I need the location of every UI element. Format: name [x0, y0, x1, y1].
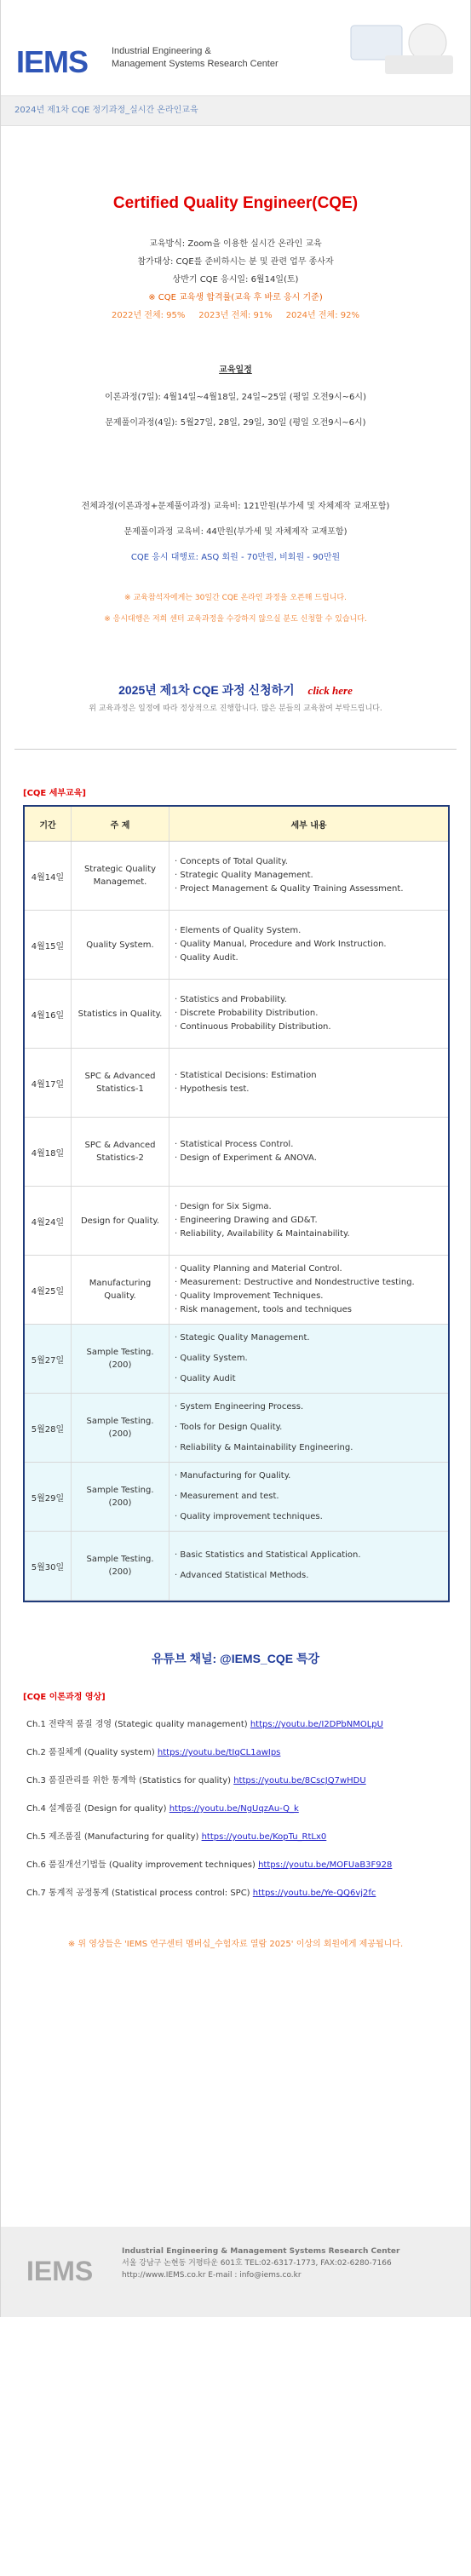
- row-details: [169, 1256, 449, 1325]
- detail-item: · Design of Experiment & ANOVA.: [175, 1153, 317, 1163]
- header-details: 세부 내용: [169, 807, 449, 842]
- table-row: [25, 1187, 448, 1256]
- row-details: [169, 911, 449, 980]
- table-row: [25, 1118, 448, 1187]
- fee-full: 전체과정(이론과정+문제풀이과정) 교육비: 121만원(부가세 및 자체제작 교재포함): [81, 502, 390, 511]
- row-details: [169, 842, 449, 911]
- table-body: [25, 842, 448, 1601]
- fee-notes: [1, 588, 470, 630]
- detail-item: · Tools for Design Quality.: [175, 1423, 283, 1432]
- video-label: Ch.4 설계품질 (Design for quality): [26, 1804, 167, 1814]
- detail-item: · Elements of Quality System.: [175, 926, 302, 935]
- intro-method: 교육방식: Zoom을 이용한 실시간 온라인 교육: [149, 239, 322, 249]
- intro-target: 참가대상: CQE를 준비하시는 분 및 관련 업무 종사자: [137, 257, 334, 267]
- fee-block: [1, 494, 470, 571]
- row-subject: Statistics in Quality.: [72, 980, 169, 1049]
- row-subject: Sample Testing. (200): [72, 1325, 169, 1394]
- row-details: [169, 980, 449, 1049]
- click-here-link[interactable]: click here: [307, 684, 353, 697]
- video-link[interactable]: https://youtu.be/I2DPbNMOLpU: [250, 1720, 383, 1729]
- row-subject: Design for Quality.: [72, 1187, 169, 1256]
- detail-item: · Quality Audit.: [175, 953, 238, 963]
- video-link[interactable]: https://youtu.be/8CscJQ7wHDU: [233, 1776, 366, 1785]
- row-details: [169, 1463, 449, 1532]
- youtube-channel-title: 유튜브 채널: @IEMS_CQE 특강: [151, 1652, 319, 1665]
- detail-item: · Quality Manual, Procedure and Work Instruction.: [175, 940, 387, 949]
- video-item: [26, 1851, 470, 1879]
- video-label: Ch.1 전략적 품질 경영 (Stategic quality management): [26, 1720, 248, 1729]
- table-row: [25, 1532, 448, 1601]
- video-link[interactable]: https://youtu.be/tIqCL1awIps: [157, 1748, 281, 1757]
- video-link[interactable]: https://youtu.be/NgUqzAu-Q_k: [169, 1804, 299, 1814]
- row-details: [169, 1532, 449, 1601]
- detail-item: · Concepts of Total Quality.: [175, 857, 288, 866]
- footer-contact: http://www.IEMS.co.kr E-mail : info@iems.co.kr: [122, 2271, 302, 2280]
- video-note: ※ 위 영상들은 'IEMS 연구센터 멤버십_수험자료 열람 2025' 이상의 회원에게 제공됩니다.: [67, 1940, 404, 1949]
- detail-item: · Advanced Statistical Methods.: [175, 1571, 309, 1580]
- detail-item: · Statistical Decisions: Estimation: [175, 1071, 317, 1080]
- row-date: 5월30일: [25, 1532, 72, 1601]
- header: [1, 0, 470, 95]
- schedule-block: [1, 385, 470, 436]
- row-date: 4월25일: [25, 1256, 72, 1325]
- row-subject: Manufacturing Quality.: [72, 1256, 169, 1325]
- row-details: [169, 1187, 449, 1256]
- table-row: [25, 911, 448, 980]
- detail-item: · Quality System.: [175, 1354, 248, 1363]
- detail-item: · Design for Six Sigma.: [175, 1202, 272, 1211]
- row-date: 4월16일: [25, 980, 72, 1049]
- detail-item: · System Engineering Process.: [175, 1402, 304, 1412]
- row-details: [169, 1118, 449, 1187]
- video-label: Ch.5 제조품질 (Manufacturing for quality): [26, 1832, 199, 1842]
- video-item: [26, 1767, 470, 1795]
- pass-rate-2024: 2024년 전체: 92%: [285, 311, 359, 320]
- detail-item: · Statistics and Probability.: [175, 995, 287, 1004]
- row-details: [169, 1394, 449, 1463]
- divider: [14, 749, 457, 750]
- detail-item: · Quality improvement techniques.: [175, 1512, 323, 1521]
- header-period: 기간: [25, 807, 72, 842]
- table-heading: [CQE 세부교육]: [23, 789, 86, 798]
- video-label: Ch.2 품질체계 (Quality system): [26, 1748, 155, 1757]
- video-item: [26, 1795, 470, 1823]
- apply-note: 위 교육과정은 일정에 따라 정상적으로 진행합니다. 많은 분들의 교육참여 부탁드립니다.: [89, 704, 382, 713]
- fee-exam: CQE 응시 대행료: ASQ 회원 - 70만원, 비회원 - 90만원: [130, 553, 341, 562]
- row-subject: Sample Testing. (200): [72, 1463, 169, 1532]
- row-date: 4월14일: [25, 842, 72, 911]
- schedule-theory: 이론과정(7일): 4월14일~4월18일, 24일~25일 (평일 오전9시~6시): [105, 393, 366, 402]
- fee-note-2: ※ 응시대행은 저희 센터 교육과정을 수강하지 않으실 분도 신청할 수 있습니다.: [104, 615, 367, 624]
- detail-item: · Reliability & Maintainability Engineering.: [175, 1443, 353, 1452]
- org-name: [112, 45, 279, 71]
- pass-rate-2022: 2022년 전체: 95%: [112, 311, 186, 320]
- video-link[interactable]: https://youtu.be/MOFUaB3F928: [258, 1860, 393, 1870]
- row-date: 5월27일: [25, 1325, 72, 1394]
- header-decoration-icon: [334, 9, 462, 85]
- breadcrumb: 2024년 제1차 CQE 정기과정_실시간 온라인교육: [1, 95, 470, 126]
- detail-item: · Quality Audit: [175, 1374, 236, 1383]
- detail-item: · Quality Improvement Techniques.: [175, 1291, 324, 1301]
- row-subject: Strategic Quality Managemet.: [72, 842, 169, 911]
- curriculum-table: [23, 805, 450, 1602]
- footer-text: [122, 2245, 399, 2281]
- table-row: [25, 1325, 448, 1394]
- detail-item: · Discrete Probability Distribution.: [175, 1009, 319, 1018]
- page-title: Certified Quality Engineer(CQE): [112, 194, 359, 212]
- video-link[interactable]: https://youtu.be/KopTu_RtLx0: [201, 1832, 327, 1842]
- detail-item: · Hypothesis test.: [175, 1084, 250, 1094]
- footer-org: Industrial Engineering & Management Systems Research Center: [122, 2247, 400, 2256]
- row-date: 5월28일: [25, 1394, 72, 1463]
- table-row: [25, 1256, 448, 1325]
- table-row: [25, 1049, 448, 1118]
- fee-note-1: ※ 교육참석자에게는 30일간 CQE 온라인 과정을 오픈해 드립니다.: [124, 594, 347, 602]
- org-line-2: Management Systems Research Center: [112, 59, 279, 69]
- pass-rate-2023: 2023년 전체: 91%: [198, 311, 273, 320]
- detail-item: · Engineering Drawing and GD&T.: [175, 1216, 318, 1225]
- video-list-heading: [CQE 이론과정 영상]: [23, 1693, 106, 1702]
- table-row: [25, 1463, 448, 1532]
- table-header-row: [25, 807, 448, 842]
- footer-address: 서울 강남구 논현동 거평타운 601호 TEL:02-6317-1773, FAX:02-6280-7166: [122, 2259, 392, 2268]
- row-subject: Sample Testing. (200): [72, 1394, 169, 1463]
- pass-rate-note: ※ CQE 교육생 합격률(교육 후 바로 응시 기준): [148, 293, 323, 302]
- row-subject: SPC & Advanced Statistics-1: [72, 1049, 169, 1118]
- detail-item: · Strategic Quality Management.: [175, 871, 313, 880]
- detail-item: · Continuous Probability Distribution.: [175, 1022, 331, 1032]
- video-label: Ch.7 통계적 공정통계 (Statistical process control: SPC): [26, 1889, 250, 1898]
- org-line-1: Industrial Engineering &: [112, 46, 211, 56]
- schedule-problem: 문제풀이과정(4일): 5월27일, 28일, 29일, 30일 (평일 오전9시~6시): [105, 418, 366, 428]
- video-item: [26, 1711, 470, 1739]
- iems-logo[interactable]: IEMS: [16, 44, 89, 79]
- intro-exam-date: 상반기 CQE 응시일: 6월14일(토): [172, 275, 299, 285]
- fee-problem: 문제풀이과정 교육비: 44만원(부가세 및 자체제작 교재포함): [123, 527, 348, 537]
- row-details: [169, 1325, 449, 1394]
- apply-link[interactable]: [1, 681, 470, 699]
- detail-item: · Measurement and test.: [175, 1492, 279, 1501]
- detail-item: · Project Management & Quality Training Assessment.: [175, 884, 404, 894]
- row-details: [169, 1049, 449, 1118]
- video-list: [1, 1711, 470, 1907]
- row-date: 5월29일: [25, 1463, 72, 1532]
- schedule-heading: 교육일정: [219, 365, 252, 375]
- row-subject: SPC & Advanced Statistics-2: [72, 1118, 169, 1187]
- intro-block: [1, 235, 470, 325]
- detail-item: · Basic Statistics and Statistical Application.: [175, 1550, 361, 1560]
- row-date: 4월24일: [25, 1187, 72, 1256]
- video-label: Ch.6 품질개선기법들 (Quality improvement techniques): [26, 1860, 256, 1870]
- detail-item: · Reliability, Availability & Maintainability.: [175, 1229, 350, 1239]
- video-item: [26, 1879, 470, 1907]
- detail-item: · Manufacturing for Quality.: [175, 1471, 291, 1481]
- table-row: [25, 980, 448, 1049]
- video-item: [26, 1739, 470, 1767]
- row-date: 4월15일: [25, 911, 72, 980]
- row-subject: Sample Testing. (200): [72, 1532, 169, 1601]
- detail-item: · Risk management, tools and techniques: [175, 1305, 352, 1314]
- detail-item: · Quality Planning and Material Control.: [175, 1264, 342, 1274]
- footer-logo: IEMS: [26, 2256, 94, 2286]
- video-item: [26, 1823, 470, 1851]
- row-date: 4월17일: [25, 1049, 72, 1118]
- video-label: Ch.3 품질관리를 위한 통계학 (Statistics for quality): [26, 1776, 232, 1785]
- row-subject: Quality System.: [72, 911, 169, 980]
- pass-rates: [1, 307, 470, 325]
- detail-item: · Statistical Process Control.: [175, 1140, 294, 1149]
- table-row: [25, 842, 448, 911]
- footer: [1, 2227, 470, 2317]
- apply-title[interactable]: 2025년 제1차 CQE 과정 신청하기: [118, 683, 295, 697]
- table-row: [25, 1394, 448, 1463]
- video-link[interactable]: https://youtu.be/Ye-QQ6vj2fc: [252, 1889, 376, 1898]
- detail-item: · Stategic Quality Management.: [175, 1333, 310, 1343]
- header-subject: 주 제: [72, 807, 169, 842]
- detail-item: · Measurement: Destructive and Nondestructive testing.: [175, 1278, 415, 1287]
- row-date: 4월18일: [25, 1118, 72, 1187]
